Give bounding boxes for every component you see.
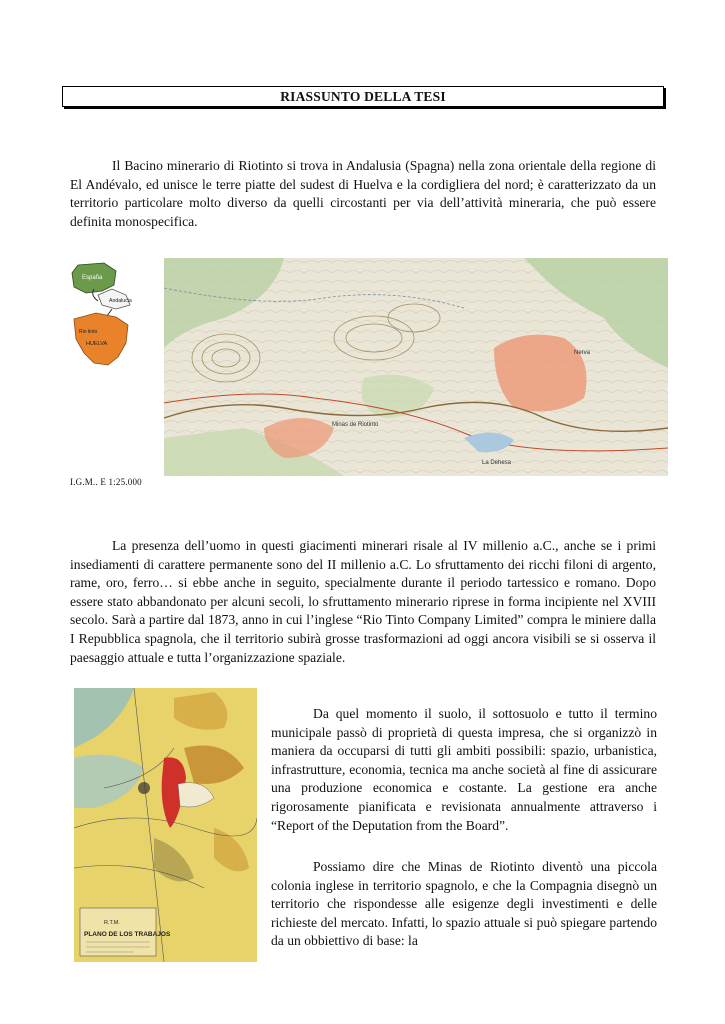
paragraph-company	[271, 705, 657, 835]
plan-label-title: PLANO DE LOS TRABAJOS	[84, 931, 171, 938]
inset-label-riotinto: Rio tinto	[79, 329, 98, 335]
inset-label-spain: España	[82, 275, 103, 281]
map-caption: I.G.M.. E 1:25.000	[70, 477, 142, 487]
paragraph-history-text: La presenza dell’uomo in questi giacimenti minerari risale al IV millenio a.C., anche se i primi insediamenti di carattere permanente sono del II millenio a.C. Lo sfruttamento dei ricchi filoni di argento, rame, oro, ferro… si ebbe anche in seguito, specialmente durante il periodo tartessico e romano. Dopo essere stato abbandonato per alcuni secoli, lo sfruttamento minerario riprese in forma incipiente nel XVIII secolo. Sarà a partire dal 1873, anno in cui l’inglese “Rio Tinto Company Limited” compra le miniere dalla I Repubblica spagnola, che il territorio subirà grosse trasformazioni ad oggi ancora visibili se si osserva il paesaggio attuale e tutta l’organizzazione spaziale.	[70, 538, 656, 665]
topo-label-nerva: Nerva	[574, 350, 591, 356]
paragraph-intro	[70, 157, 656, 231]
paragraph-history	[70, 537, 656, 667]
paragraph-intro-text: Il Bacino minerario di Riotinto si trova in Andalusia (Spagna) nella zona orientale della regione di El Andévalo, ed unisce le terre piatte del sudest di Huelva e la cordigliera del nord; è caratterizzato da un territorio particolare molto diverso da quelli circostanti per via dell’attività mineraria, che può essere definita monospecifica.	[70, 158, 656, 229]
inset-label-andalusia: Andalucia	[109, 298, 132, 304]
topo-label-minas: Minas de Riotinto	[332, 422, 379, 428]
thesis-title-text: RIASSUNTO DELLA TESI	[280, 88, 446, 104]
historic-plan-map	[74, 688, 257, 962]
paragraph-company-text: Da quel momento il suolo, il sottosuolo e tutto il termino municipale passò di proprietà di questa impresa, che si organizzò in maniera da occuparsi di tutti gli ambiti possibili: spazio, urbanistica, infrastrutture, economia, tecnica ma anche società al fine di assicurare una produzione economica e costante. La gestione era anche rigorosamente pianificata e revisionata annualmente attraverso i “Report of the Deputation from the Board”.	[271, 706, 657, 833]
topographic-map	[164, 258, 668, 476]
paragraph-colony	[271, 858, 657, 951]
inset-label-huelva: HUELVA	[86, 341, 108, 347]
thesis-title	[62, 86, 664, 107]
location-inset-map	[64, 261, 156, 369]
plan-label-rtm: R.T.M.	[104, 920, 120, 926]
paragraph-colony-text: Possiamo dire che Minas de Riotinto diventò una piccola colonia inglese in territorio spagnolo, e che la Compagnia disegnò un territorio che rispondesse alle esigenze degli investimenti e delle richieste del mercato. Infatti, lo spazio attuale si può spiegare partendo da un obbiettivo di base: la	[271, 859, 657, 949]
topo-label-dehesa: La Dehesa	[482, 460, 512, 466]
